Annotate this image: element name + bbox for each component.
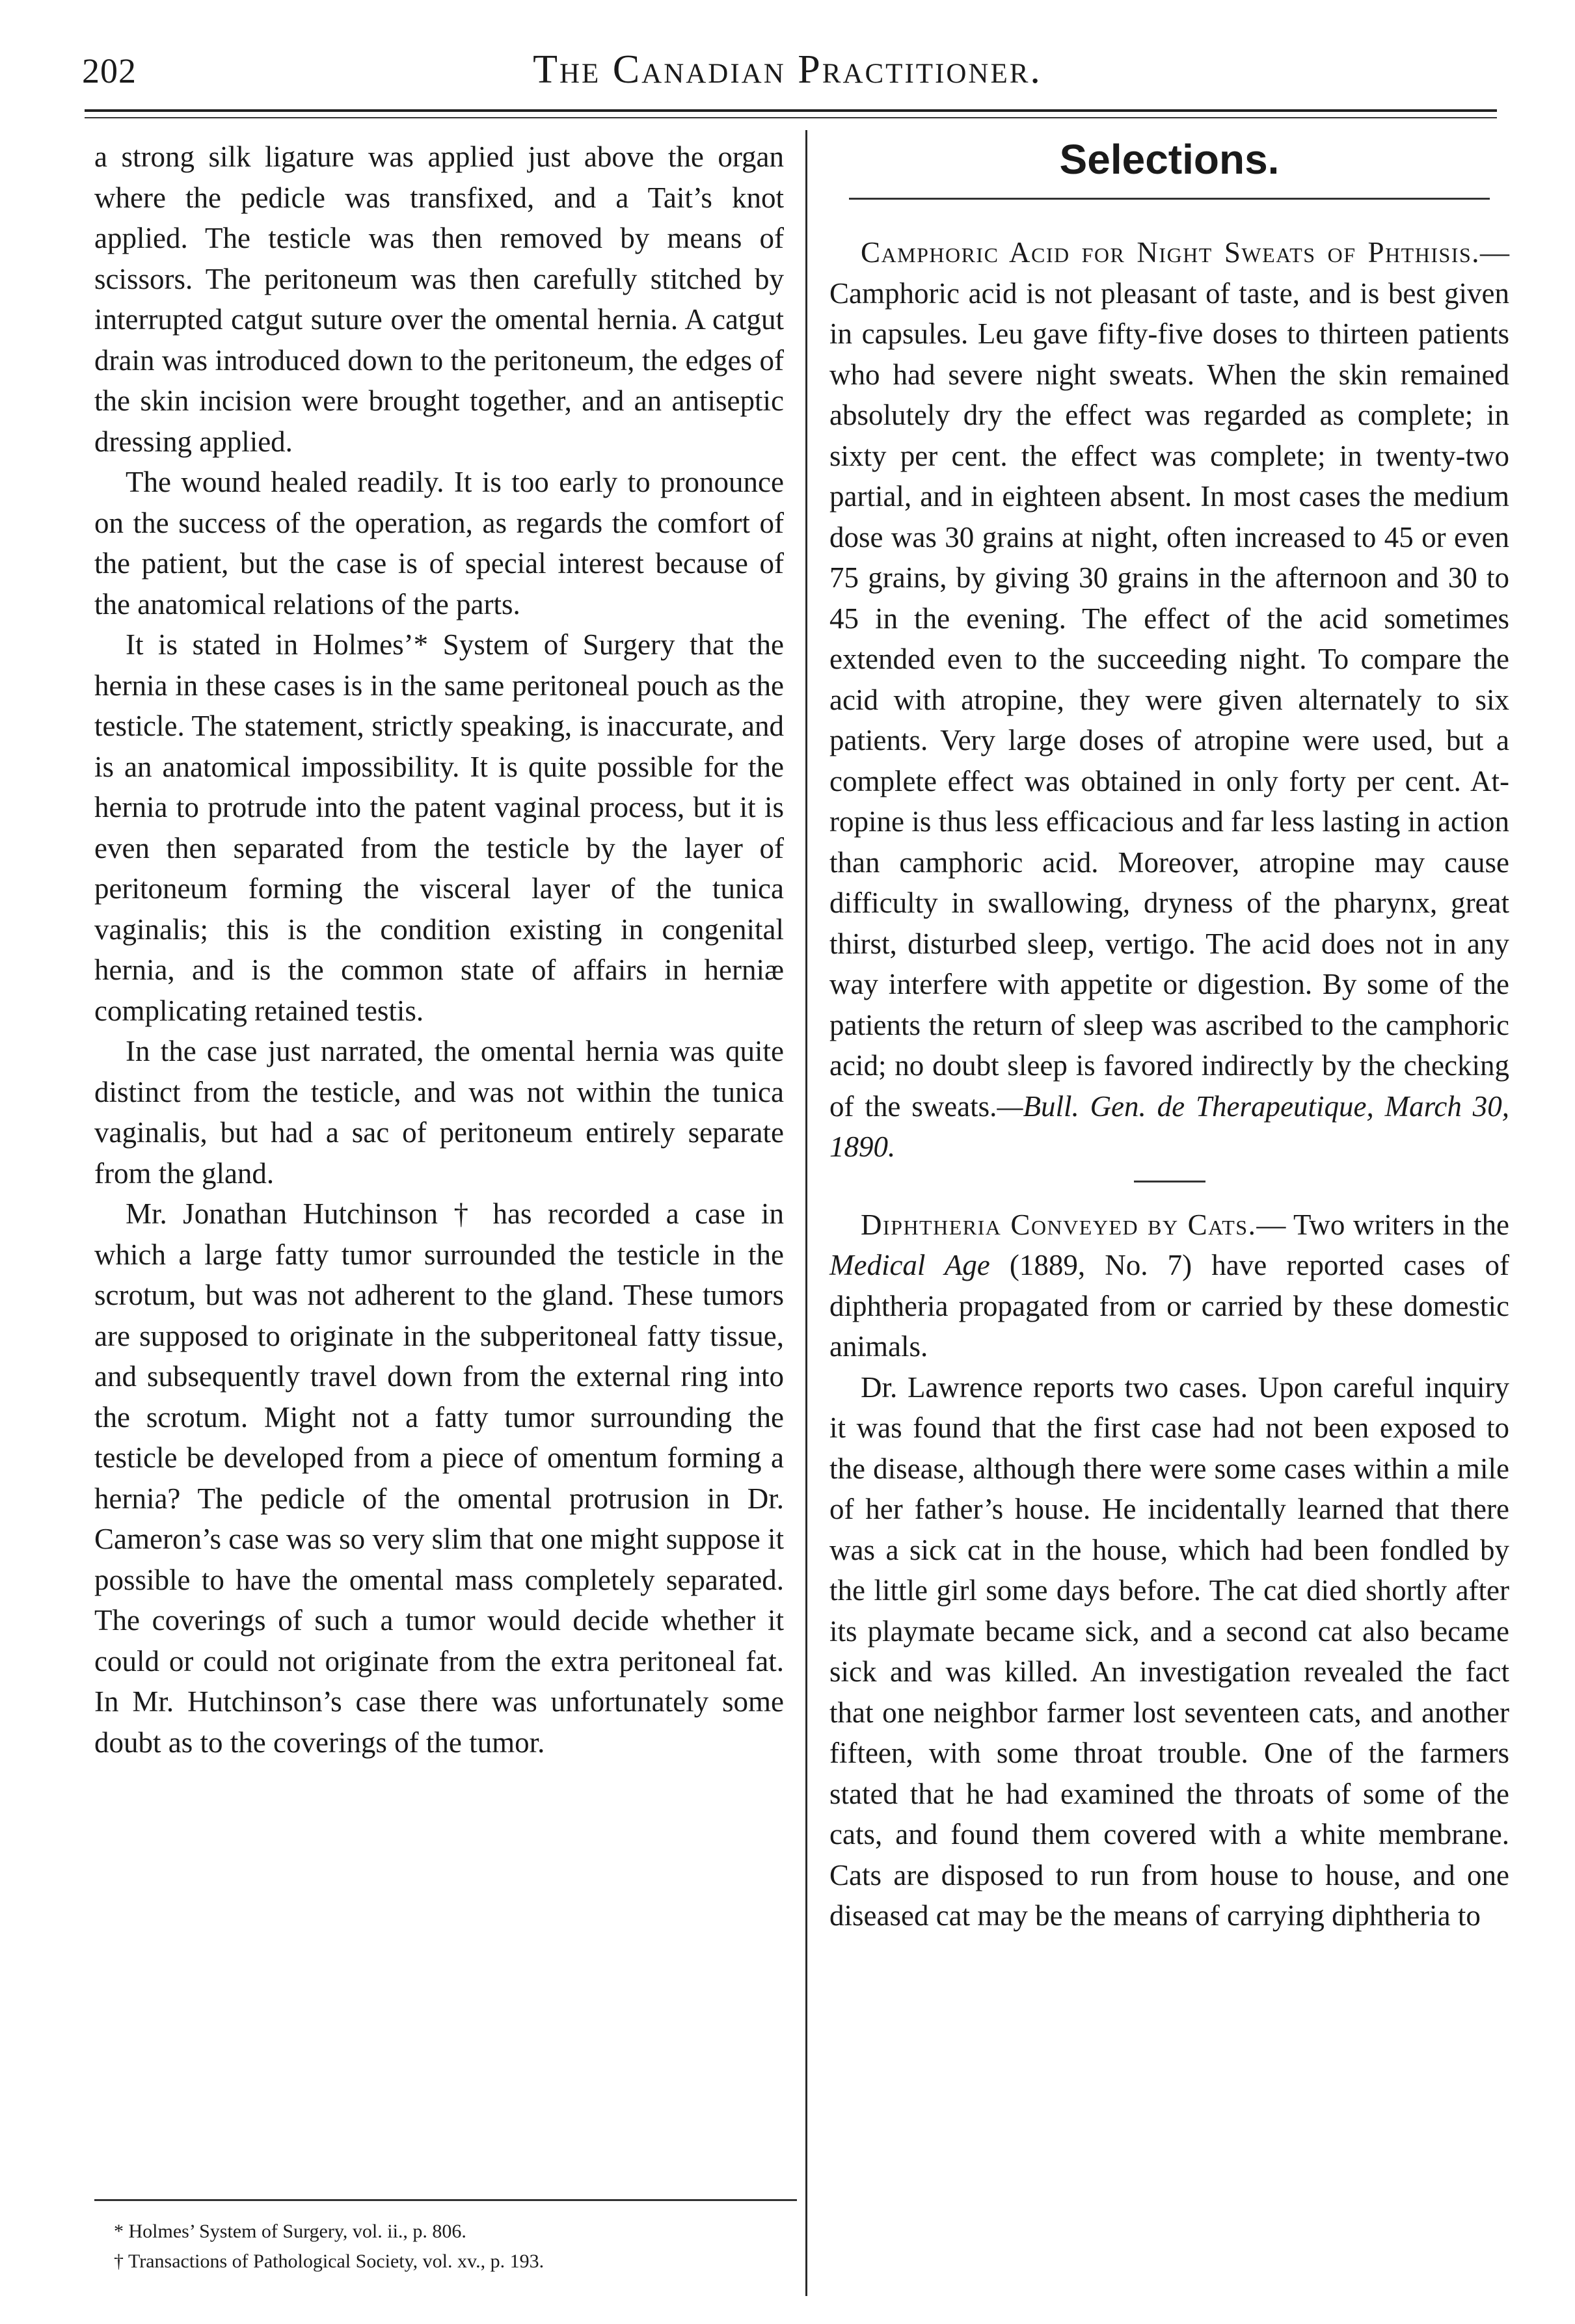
article-body: — Two writers in the xyxy=(1256,1208,1509,1241)
right-column xyxy=(829,137,1509,1936)
page-number: 202 xyxy=(82,51,137,90)
journal-citation: Medical Age xyxy=(829,1249,990,1281)
journal-title: The Canadian Practitioner. xyxy=(533,47,1042,92)
article-source: —Bull. Gen. de Therapeutique, March 30, 1890. xyxy=(829,1089,1510,1163)
footnote: † Transactions of Pathological Society, vol. xv., p. 193. xyxy=(114,2251,545,2272)
article-diphtheria-cats xyxy=(829,1205,1509,1367)
footnotes xyxy=(94,2182,797,2277)
column-divider xyxy=(805,130,807,2296)
paragraph: The wound healed readily. It is too early to pronounce on the success of the operation, as regards the comfort of the patient, but the case is of special interest because of the anatomical relations of the parts. xyxy=(94,466,784,621)
footnote: * Holmes’ System of Surgery, vol. ii., p. 806. xyxy=(114,2221,466,2242)
left-column xyxy=(94,137,784,1763)
article-body: (1889, No. 7) have reported cases of diphtheria propagated from or carried by these domestic animals. xyxy=(829,1249,1510,1363)
footnote-rule xyxy=(94,2199,797,2201)
paragraph: It is stated in Holmes’* System of Surgery that the hernia in these cases is in the same peritoneal pouch as the testicle. The statement, strictly speaking, is inaccurate, and is an anatomical impossibility. It is quite possible for the hernia to protrude into the patent vaginal process, but it is even then separated from the testicle by the layer of peritoneum forming the visceral layer of the tunica vaginalis; this is the condition existing in congenital hernia, and is the common state of affairs in herniæ complicating retained testis. xyxy=(94,628,784,1027)
article-camphoric-acid xyxy=(829,232,1509,1168)
header-rule-thin xyxy=(85,117,1497,118)
paragraph: Dr. Lawrence reports two cases. Upon careful inquiry it was found that the first case had not been exposed to the disease, although there were some cases within a mile of her father’s house. He incidentally learned that there was a sick cat in the house, which had been fondled by the little girl some days before. The cat died shortly after its playmate became sick, and a second cat also became sick and was killed. An investigation revealed the fact that one neighbor farmer lost seventeen cats, and another fifteen, with some throat trouble. One of the farmers stated that he had examined the throats of some of the cats, and found them covered with a white membrane. Cats are disposed to run from house to house, and one diseased cat may be the means of carrying diphtheria to xyxy=(829,1370,1509,1932)
running-head xyxy=(65,47,1510,112)
paragraph: In the case just narrated, the omental hernia was quite distinct from the testicle, and was not within the tunica vaginalis, but had a sac of peritoneum entirely separate from the gland. xyxy=(94,1035,784,1190)
article-separator xyxy=(1134,1181,1205,1182)
paragraph: a strong silk ligature was applied just above the organ where the pedicle was transfixed, and a Tait’s knot applied. The testicle was then removed by means of scissors. The peritoneum was then carefully stitched by interrupted catgut suture over the omental hernia. A catgut drain was introduced down to the peritoneum, the edges of the skin incision were brought together, and an antiseptic dressing applied. xyxy=(94,140,784,458)
article-title: Camphoric Acid for Night Sweats of Phthisis. xyxy=(861,236,1480,269)
article-title: Diphtheria Conveyed by Cats. xyxy=(861,1208,1257,1241)
paragraph: Mr. Jonathan Hutchinson † has recorded a case in which a large fatty tumor surrounded the testicle in the scrotum, but was not adherent to the gland. These tumors are supposed to originate in the subperitoneal fatty tissue, and subsequently travel down from the external ring into the scrotum. Might not a fatty tumor surrounding the testicle be developed from a piece of omentum forming a hernia? The pedicle of the omental protrusion in Dr. Cameron’s case was so very slim that one might suppose it possible to have the omental mass completely separated. The coverings of such a tumor would decide whether it could or could not originate from the extra peritoneal fat. In Mr. Hutchinson’s case there was unfortunately some doubt as to the coverings of the tumor. xyxy=(94,1197,784,1759)
article-body: —Camphoric acid is not pleasant of taste, and is best given in capsules. Leu gave fifty-five doses to thirteen patients who had severe night sweats. When the skin remained absolutely dry the effect was regarded as complete; in sixty per cent. the effect was complete; in twenty-two partial, and in eighteen absent. In most cases the medium dose was 30 grains at night, often increased to 45 or even 75 grains, by giving 30 grains in the afternoon and 30 to 45 in the evening. The effect of the acid sometimes extended even to the succeeding night. To compare the acid with atropine, they were given alternately to six patients. Very large doses of atropine were used, but a complete effect was obtained in only forty per cent. Atropine is thus less efficacious and far less lasting in action than camphoric acid. Moreover, atropine may cause difficulty in swallowing, dryness of the pharynx, great thirst, disturbed sleep, vertigo. The acid does not in any way interfere with appetite or digestion. By some of the patients the return of sleep was ascribed to the camphoric acid; no doubt sleep is favored indirectly by the checking of the sweats. xyxy=(829,236,1509,1123)
heading-rule xyxy=(849,198,1490,200)
header-rule-thick xyxy=(85,109,1497,112)
section-heading: Selections. xyxy=(1059,136,1280,183)
